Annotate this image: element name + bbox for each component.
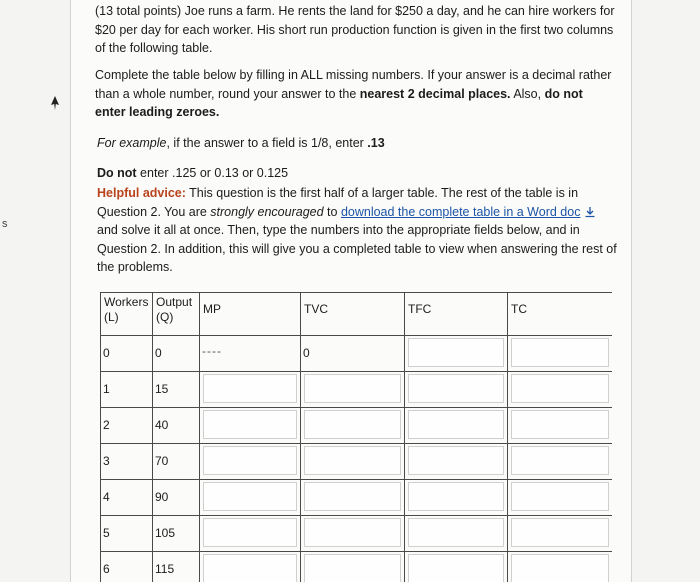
tvc-input[interactable] [301, 444, 405, 480]
table-row [101, 372, 613, 408]
advice-text-3: and solve it all at once. Then, type the numbers into the appropriate fields below, and in Question 2. In addition, this will give you a completed table to view when answering the rest of the problems. [97, 223, 617, 274]
header-tc: TC [508, 293, 613, 336]
tfc-input[interactable] [405, 480, 508, 516]
instructions-bold-zeroes: do not enter leading zeroes. [95, 86, 583, 119]
tc-input[interactable] [508, 372, 613, 408]
cell-workers: 0 [101, 336, 153, 372]
cell-output: 15 [153, 372, 200, 408]
question-intro: (13 total points) Joe runs a farm. He rents the land for $250 a day, and he can hire workers for $20 per day for each worker. His short run production function is given in the first two columns of the following table. [95, 4, 615, 55]
tvc-input[interactable] [301, 372, 405, 408]
do-not-bold: Do not [97, 166, 137, 180]
mp-input[interactable] [200, 372, 301, 408]
advice-text-1: This question is the first half of a larger table. The rest of the table is in Question 2. You are [97, 186, 579, 219]
table-row [101, 480, 613, 516]
header-output: Output (Q) [153, 293, 200, 336]
question-instructions [95, 66, 615, 122]
edge-character: s [2, 218, 8, 230]
header-workers: Workers (L) [101, 293, 153, 336]
advice-text-2: to [323, 204, 341, 219]
instructions-text: Complete the table below by filling in ALL missing numbers. If your answer is a decimal rather than a whole number, round your answer to the [95, 68, 612, 101]
cell-tvc: 0 [301, 336, 405, 372]
tfc-input[interactable] [405, 372, 508, 408]
advice-label: Helpful advice: [97, 186, 186, 200]
cell-output: 70 [153, 444, 200, 480]
cell-output: 90 [153, 480, 200, 516]
mp-input[interactable] [200, 408, 301, 444]
mp-input[interactable] [200, 552, 301, 582]
table-header-row [101, 293, 613, 336]
production-table-wrapper [100, 292, 612, 582]
cell-output: 105 [153, 516, 200, 552]
cell-workers: 6 [101, 552, 153, 582]
do-not-text: enter .125 or 0.13 or 0.125 [136, 166, 289, 180]
helpful-advice [97, 184, 617, 277]
mouse-cursor-icon [50, 96, 60, 110]
tvc-input[interactable] [301, 516, 405, 552]
mp-input[interactable] [200, 444, 301, 480]
tfc-input[interactable] [405, 552, 508, 582]
cell-workers: 2 [101, 408, 153, 444]
example-text: , if the answer to a field is 1/8, enter [166, 136, 368, 150]
download-icon[interactable] [584, 206, 596, 218]
header-tvc: TVC [301, 293, 405, 336]
tc-input[interactable] [508, 552, 613, 582]
download-table-link[interactable]: download the complete table in a Word doc [340, 204, 581, 219]
instructions-mid: Also, [510, 86, 545, 101]
production-table [100, 292, 612, 582]
tc-input[interactable] [508, 444, 613, 480]
tfc-input[interactable] [405, 516, 508, 552]
example-line [97, 134, 617, 153]
tfc-input[interactable] [405, 408, 508, 444]
tvc-input[interactable] [301, 552, 405, 582]
mp-input[interactable] [200, 480, 301, 516]
advice-italic: strongly encouraged [210, 204, 324, 219]
header-mp: MP [200, 293, 301, 336]
header-tfc: TFC [405, 293, 508, 336]
table-row [101, 336, 613, 372]
table-row [101, 408, 613, 444]
tvc-input[interactable] [301, 408, 405, 444]
cell-output: 115 [153, 552, 200, 582]
table-row [101, 516, 613, 552]
cell-mp: ---- [200, 336, 301, 372]
cell-workers: 3 [101, 444, 153, 480]
cell-output: 40 [153, 408, 200, 444]
tc-input[interactable] [508, 408, 613, 444]
example-value: .13 [367, 136, 385, 150]
mp-input[interactable] [200, 516, 301, 552]
table-row [101, 444, 613, 480]
cell-workers: 4 [101, 480, 153, 516]
instructions-bold-rounding: nearest 2 decimal places. [359, 86, 511, 101]
cell-output: 0 [153, 336, 200, 372]
tc-input[interactable] [508, 516, 613, 552]
tfc-input[interactable] [405, 336, 508, 372]
tvc-input[interactable] [301, 480, 405, 516]
do-not-line [97, 164, 617, 183]
table-row [101, 552, 613, 582]
cell-workers: 5 [101, 516, 153, 552]
example-italic: For example [97, 136, 167, 150]
tfc-input[interactable] [405, 444, 508, 480]
cell-workers: 1 [101, 372, 153, 408]
tc-input[interactable] [508, 336, 613, 372]
tc-input[interactable] [508, 480, 613, 516]
